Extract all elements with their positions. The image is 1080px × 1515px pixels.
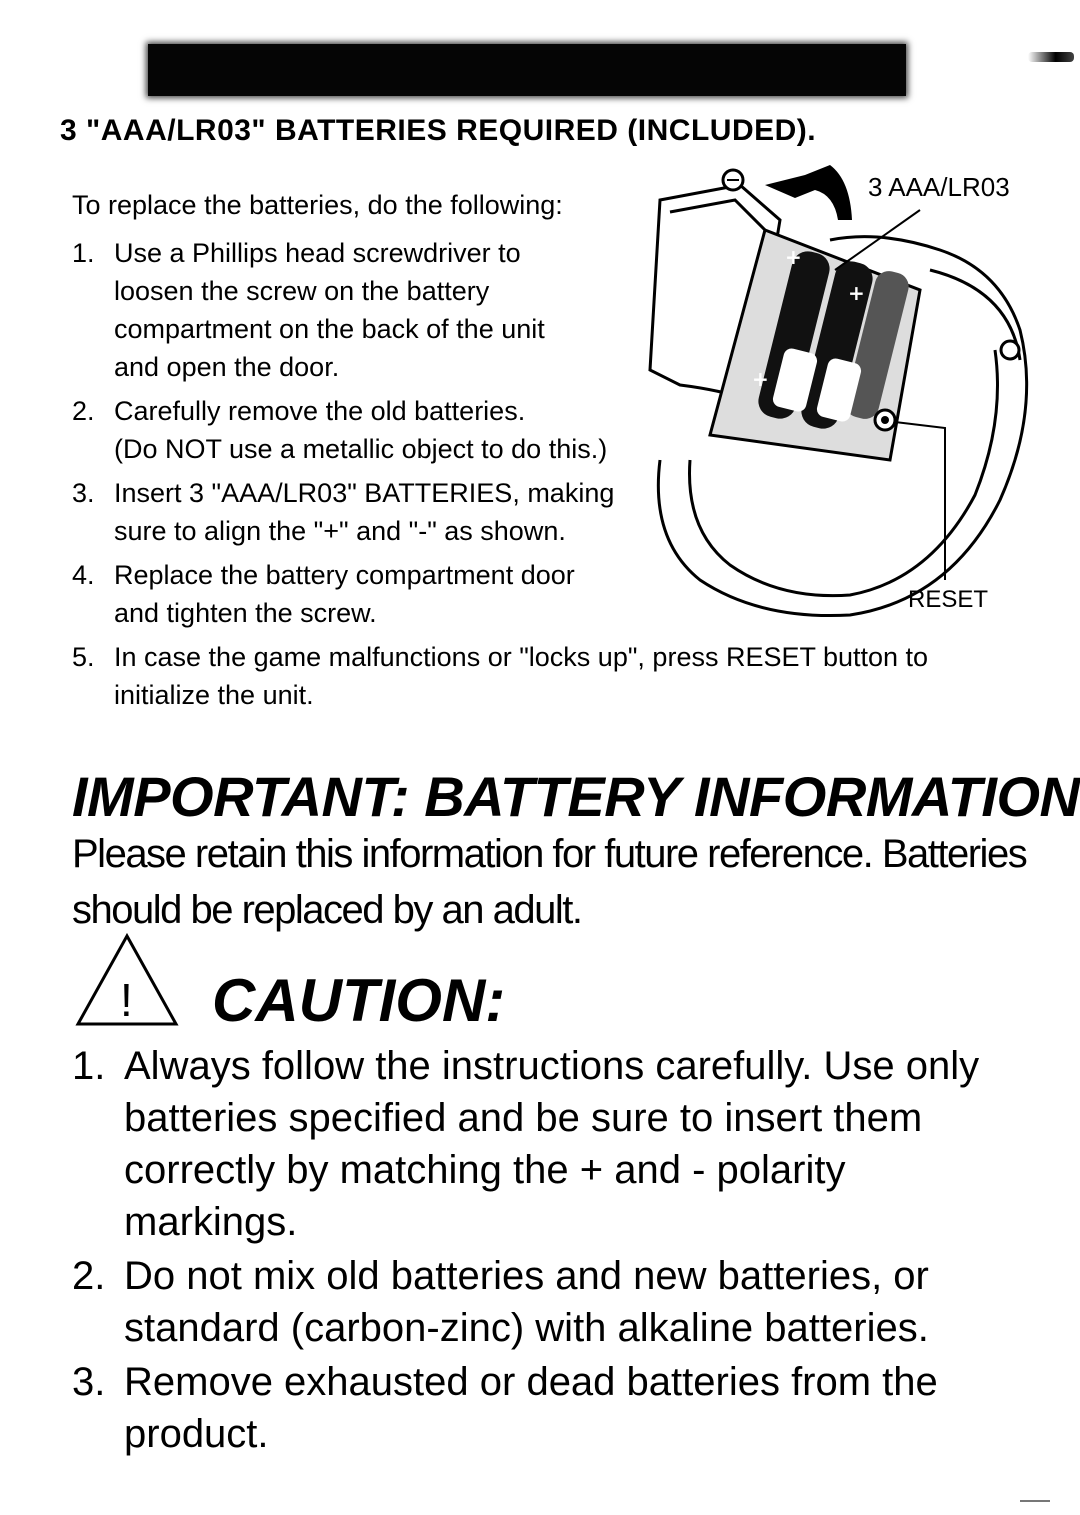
corner-mark [1028,52,1074,62]
step-text: Use a Phillips head screwdriver to [114,238,521,268]
caution-number: 1. [72,1044,106,1088]
steps-intro: To replace the batteries, do the following: [72,190,563,220]
important-text [72,826,1032,938]
header-bar [148,44,906,96]
caution-text: markings. [124,1200,298,1244]
step-text: loosen the screw on the battery [114,276,490,306]
battery-type-label: 3 AAA/LR03 [868,172,1010,202]
caution-heading: CAUTION: [212,967,506,1034]
strap-loop [1001,341,1019,359]
step-text: In case the game malfunctions or "locks up", press RESET button to [114,642,929,672]
polarity-plus-mark: + [848,281,865,305]
open-arrow-icon [765,165,852,220]
caution-item [72,1040,1072,1248]
caution-text: standard (carbon-zinc) with alkaline batteries. [124,1306,929,1350]
caution-item [72,1356,1072,1460]
step-text: sure to align the "+" and "-" as shown. [114,516,566,546]
step-item [72,638,972,714]
step-number: 2. [72,396,95,426]
step-number: 1. [72,238,95,268]
caution-text: Do not mix old batteries and new batteries, or [124,1254,929,1298]
caution-text: Always follow the instructions carefully. Use only [124,1044,980,1088]
step-text: Replace the battery compartment door [114,560,575,590]
important-line: Please retain this information for future reference. Batteries [72,832,1027,876]
step-text: and tighten the screw. [114,598,377,628]
step-text: Carefully remove the old batteries. [114,396,526,426]
caution-list [72,1040,1072,1462]
step-number: 4. [72,560,95,590]
reset-label: RESET [908,586,989,613]
battery-requirement-heading: 3 "AAA/LR03" BATTERIES REQUIRED (INCLUDED). [60,114,817,147]
step-number: 5. [72,642,95,672]
caution-text: correctly by matching the + and - polarity [124,1148,846,1192]
step-text: compartment on the back of the unit [114,314,545,344]
caution-item [72,1250,1072,1354]
step-text: Insert 3 "AAA/LR03" BATTERIES, making [114,478,615,508]
scan-noise [0,10,700,22]
step-text: initialize the unit. [114,680,314,710]
caution-number: 3. [72,1360,106,1404]
warning-triangle-icon [72,930,182,1030]
caution-text: product. [124,1412,269,1456]
caution-text: batteries specified and be sure to insert them [124,1096,923,1140]
important-line: should be replaced by an adult. [72,888,582,932]
warning-mark: ! [120,974,133,1026]
page-edge-mark [1020,1500,1050,1502]
battery-compartment-diagram [590,160,1050,630]
step-text: (Do NOT use a metallic object to do this.) [114,434,608,464]
polarity-plus-mark: + [785,245,802,269]
step-number: 3. [72,478,95,508]
caution-number: 2. [72,1254,106,1298]
important-heading: IMPORTANT: BATTERY INFORMATION [72,765,1080,828]
caution-text: Remove exhausted or dead batteries from the [124,1360,938,1404]
polarity-plus-mark: + [752,367,769,391]
screw [723,170,743,190]
step-text: and open the door. [114,352,340,382]
